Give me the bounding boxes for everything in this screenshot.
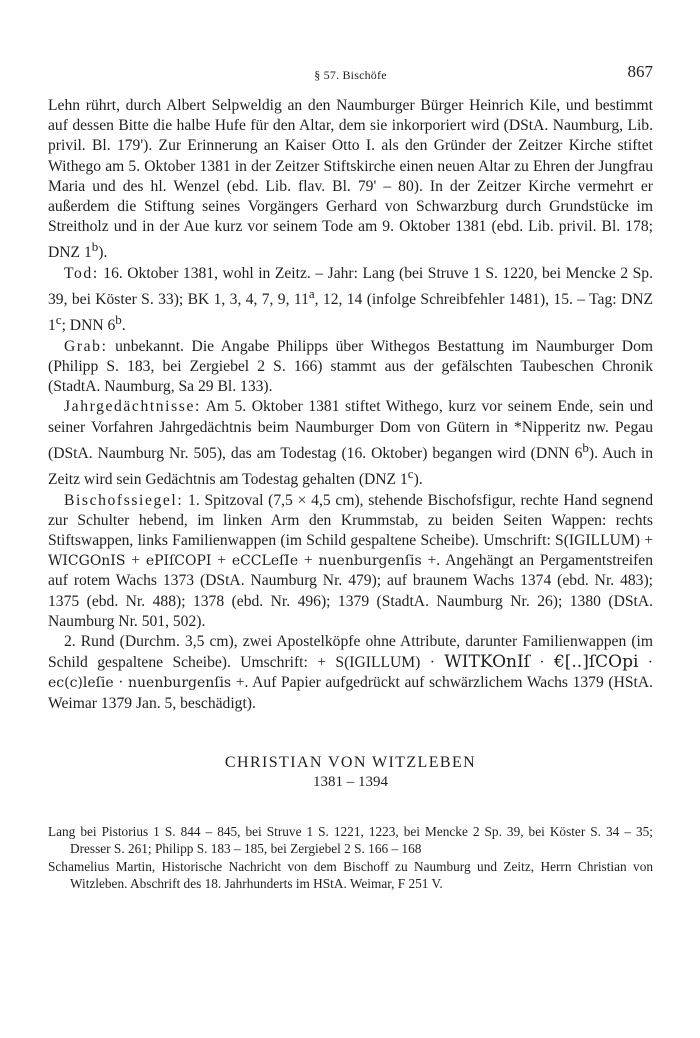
paragraph-bischofssiegel: Bischofssiegel: 1. Spitzoval (7,5 × 4,5 cm), stehende Bischofsfigur, rechte Hand segnend zur Schulter hebend, im linken Arm den Krummstab, zu beiden Seiten Wappen: rechts Stiftswappen, links Familienwappen (im Schild gespaltene Scheibe). Umschrift: S(IGILLUM) + WICGOnIS + ePIſCOPI + eCCLeſIe + nuenburgenſis +. Angehängt an Pergamentstreifen auf rotem Wachs 1373 (DStA. Naumburg Nr. 479); auf braunem Wachs 1374 (ebd. Nr. 483); 1375 (ebd. Nr. 488); 1378 (ebd. Nr. 496); 1379 (StadtA. Naumburg Nr. 26); 1380 (DStA. Naumburg Nr. 501, 502). xyxy=(48,491,653,630)
tod-label: Tod: xyxy=(64,264,99,282)
bibliography xyxy=(48,823,653,893)
jahrgedaechtnisse-label: Jahrgedächtnisse: xyxy=(64,398,201,416)
paragraph-grab: Grab: unbekannt. Die Angabe Philipps über Withegos Bestattung im Naumburger Dom (Philipp S. 183, bei Zergiebel 2 S. 166) stammt aus der gefälschten Taubeschen Chronik (StadtA. Naumburg, Sa 29 Bl. 133). xyxy=(48,337,653,396)
seal-inscription-word: ec(c)leſie xyxy=(48,675,114,692)
running-section-title: § 57. Bischöfe xyxy=(314,68,387,82)
page xyxy=(48,62,653,892)
paragraph-continuation: Lehn rührt, durch Albert Selpweldig an den Naumburger Bürger Heinrich Kile, und bestimmt auf dessen Bitte die halbe Hufe für den Altar, dem sie inkorporiert wird (DStA. Naumburg, Lib. privil. Bl. 179'). Zur Erinnerung an Kaiser Otto I. als den Gründer der Zeitzer Kirche stiftet Withego am 5. Oktober 1381 in der Zeitzer Stiftskirche einen neuen Altar zu Ehren der Jungfrau Maria und des hl. Wenzel (ebd. Lib. flav. Bl. 79' – 80). In der Zeitzer Kirche vermehrt er außerdem die Stiftung seines Vorgängers Gerhard von Schwarzburg durch Grundstücke im Streitholz und in der Aue kurz vor seinem Tode am 9. Oktober 1381 (ebd. Lib. privil. Bl. 178; DNZ 1$^b$). xyxy=(48,97,653,262)
bibliography-entry: Schamelius Martin, Historische Nachricht von dem Bischoff zu Naumburg und Zeitz, Herrn Christian von Witzleben. Abschrift des 18. Jahrhunderts im HStA. Weimar, F 251 V. xyxy=(48,858,653,892)
bishop-years: 1381 – 1394 xyxy=(313,773,388,790)
grab-label: Grab: xyxy=(64,337,108,355)
bishop-name-heading: CHRISTIAN VON WITZLEBEN xyxy=(224,753,477,771)
seal-inscription-word: €[..]ſCOpi xyxy=(553,652,639,673)
paragraph-tod: Tod: 16. Oktober 1381, wohl in Zeitz. – Jahr: Lang (bei Struve 1 S. 1220, bei Mencke 2 Sp. 39, bei Köster S. 33); BK 1, 3, 4, 7, 9, 11$^a$, 12, 14 (infolge Schreibfehler 1481), 15. – Tag: DNZ 1$^c$; DNN 6$^b$. xyxy=(48,264,654,335)
bischofssiegel-label: Bischofssiegel: xyxy=(64,491,184,509)
section-heading xyxy=(48,754,653,791)
seal-inscription-word: ePIſCOPI xyxy=(145,553,212,570)
seal-inscription-word: nuenburgenſis xyxy=(128,675,232,692)
seal-inscription-word: WICGOnIS xyxy=(48,553,126,570)
body-text xyxy=(48,96,653,714)
running-head xyxy=(48,62,653,84)
bibliography-entry: Lang bei Pistorius 1 S. 844 – 845, bei Struve 1 S. 1221, 1223, bei Mencke 2 Sp. 39, bei Köster S. 34 – 35; Dresser S. 261; Philipp S. 183 – 185, bei Zergiebel 2 S. 166 – 168 xyxy=(48,823,653,857)
seal-inscription-word: eCCLeſIe xyxy=(231,553,299,570)
seal-inscription-word: nuenburgenſis xyxy=(318,553,422,570)
page-number: 867 xyxy=(627,62,653,81)
paragraph-seal-round: 2. Rund (Durchm. 3,5 cm), zwei Apostelköpfe ohne Attribute, darunter Familienwappen (im Schild gespaltene Scheibe). Umschrift: + S(IGILLUM) · WITKOnIſ · €[..]ſCOpi · ec(c)leſie · nuenburgenſis +. Auf Papier aufgedrückt auf schwärzlichem Wachs 1379 (HStA. Weimar 1379 Jan. 5, beschädigt). xyxy=(48,633,653,712)
seal-inscription-word: WITKOnIſ xyxy=(444,652,530,673)
paragraph-jahrgedaechtnisse: Jahrgedächtnisse: Am 5. Oktober 1381 stiftet Withego, kurz vor seinem Ende, sein und seiner Vorfahren Jahrgedächtnis beim Naumburger Dom von Gütern in *Nipperitz nw. Pegau (DStA. Naumburg Nr. 505), das am Todestag (16. Oktober) begangen wird (DNN 6$^b$). Auch in Zeitz wird sein Gedächtnis am Todestag gehalten (DNZ 1$^c$). xyxy=(48,398,653,489)
